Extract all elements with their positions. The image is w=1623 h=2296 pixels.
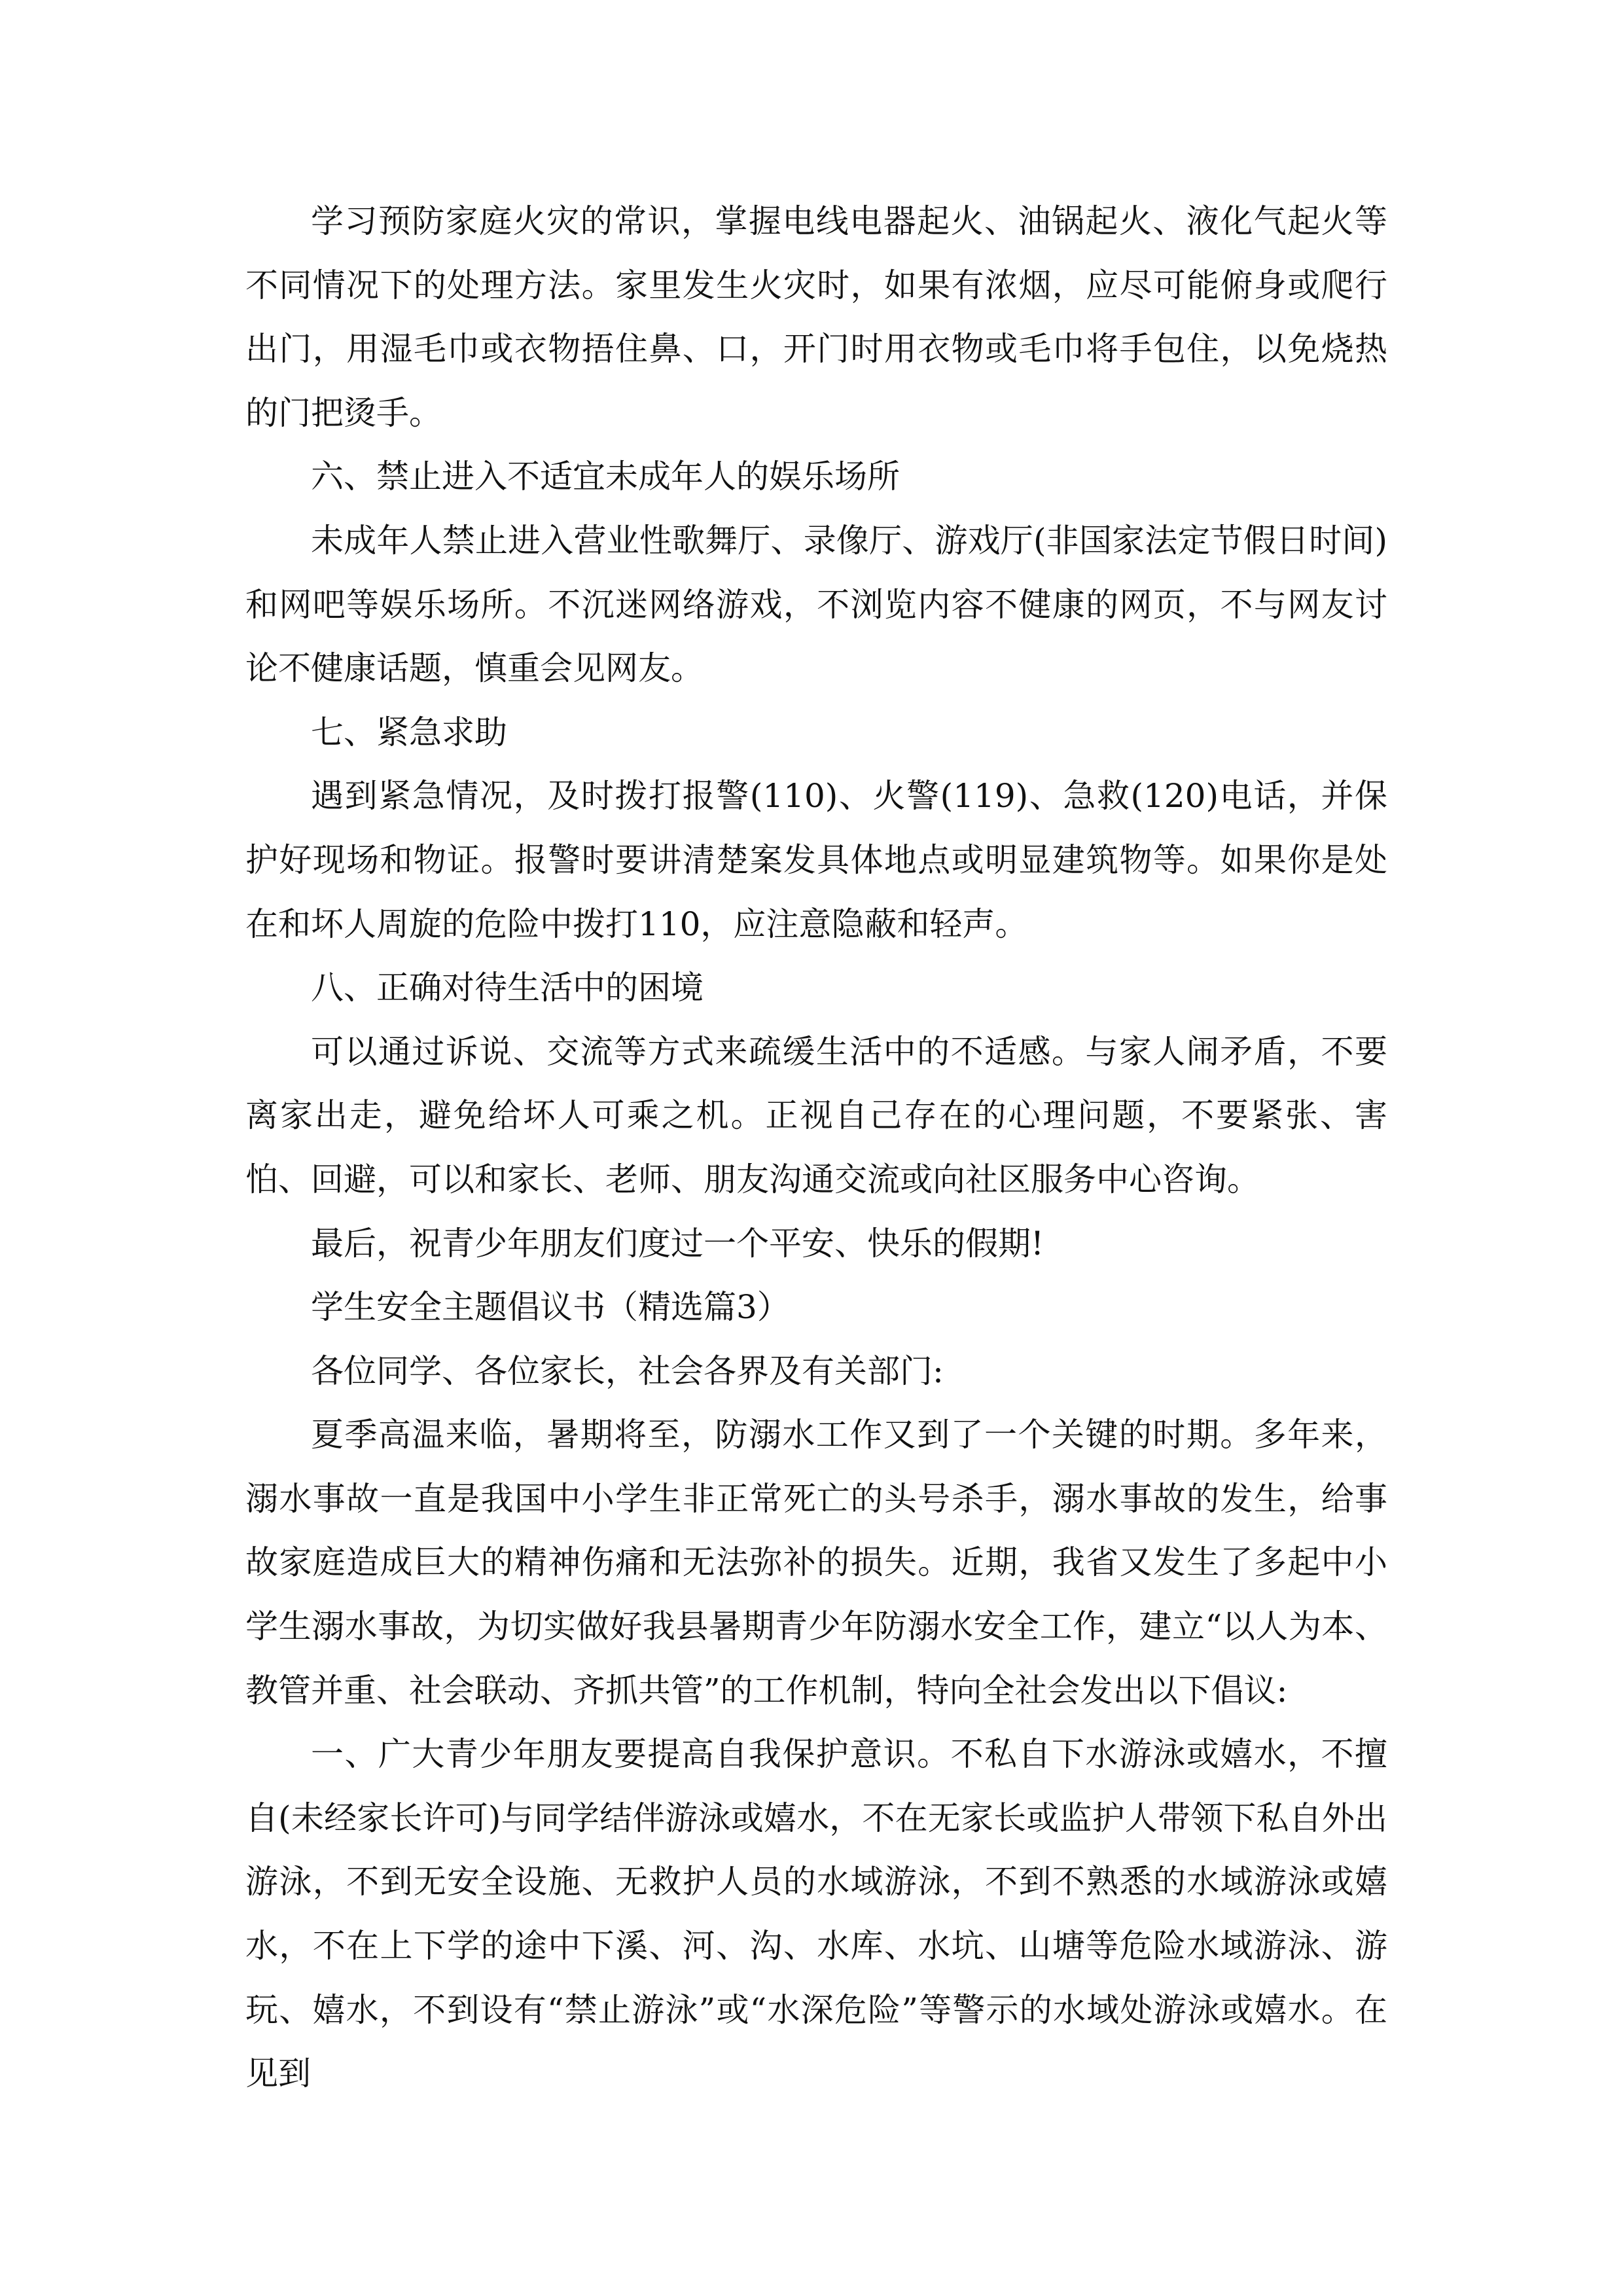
paragraph-life-difficulties: 可以通过诉说、交流等方式来疏缓生活中的不适感。与家人闹矛盾，不要离家出走，避免给坏人可乘之机。正视自己存在的心理问题，不要紧张、害怕、回避，可以和家长、老师、朋友沟通交流或向社区服务中心咨询。	[245, 1032, 1387, 1198]
heading-section-6: 六、禁止进入不适宜未成年人的娱乐场所	[311, 457, 900, 496]
paragraph-closing-wish: 最后，祝青少年朋友们度过一个平安、快乐的假期!	[311, 1224, 1044, 1263]
paragraph-salutation: 各位同学、各位家长，社会各界及有关部门:	[311, 1352, 944, 1390]
heading-proposal-3: 学生安全主题倡议书（精选篇3）	[311, 1288, 790, 1327]
heading-section-7: 七、紧急求助	[311, 713, 507, 751]
paragraph-entertainment-venues: 未成年人禁止进入营业性歌舞厅、录像厅、游戏厅(非国家法定节假日时间)和网吧等娱乐场所。不沉迷网络游戏，不浏览内容不健康的网页，不与网友讨论不健康话题，慎重会见网友。	[245, 521, 1387, 688]
document-page	[245, 190, 1387, 2106]
heading-section-8: 八、正确对待生活中的困境	[311, 969, 704, 1007]
paragraph-drowning-point-1: 一、广大青少年朋友要提高自我保护意识。不私自下水游泳或嬉水，不擅自(未经家长许可)与同学结伴游泳或嬉水，不在无家长或监护人带领下私自外出游泳，不到无安全设施、无救护人员的水域游泳，不到不熟悉的水域游泳或嬉水，不在上下学的途中下溪、河、沟、水库、水坑、山塘等危险水域游泳、游玩、嬉水，不到设有“禁止游泳”或“水深危险”等警示的水域处游泳或嬉水。在见到	[245, 1735, 1387, 2093]
paragraph-drowning-intro: 夏季高温来临，暑期将至，防溺水工作又到了一个关键的时期。多年来，溺水事故一直是我国中小学生非正常死亡的头号杀手，溺水事故的发生，给事故家庭造成巨大的精神伤痛和无法弥补的损失。近期，我省又发生了多起中小学生溺水事故，为切实做好我县暑期青少年防溺水安全工作，建立“以人为本、教管并重、社会联动、齐抓共管”的工作机制，特向全社会发出以下倡议:	[245, 1416, 1387, 1710]
paragraph-fire-safety: 学习预防家庭火灾的常识，掌握电线电器起火、油锅起火、液化气起火等不同情况下的处理方法。家里发生火灾时，如果有浓烟，应尽可能俯身或爬行出门，用湿毛巾或衣物捂住鼻、口，开门时用衣物或毛巾将手包住，以免烧热的门把烫手。	[245, 202, 1387, 432]
paragraph-emergency-help: 遇到紧急情况，及时拨打报警(110)、火警(119)、急救(120)电话，并保护好现场和物证。报警时要讲清楚案发具体地点或明显建筑物等。如果你是处在和坏人周旋的危险中拨打110，应注意隐蔽和轻声。	[245, 777, 1387, 943]
